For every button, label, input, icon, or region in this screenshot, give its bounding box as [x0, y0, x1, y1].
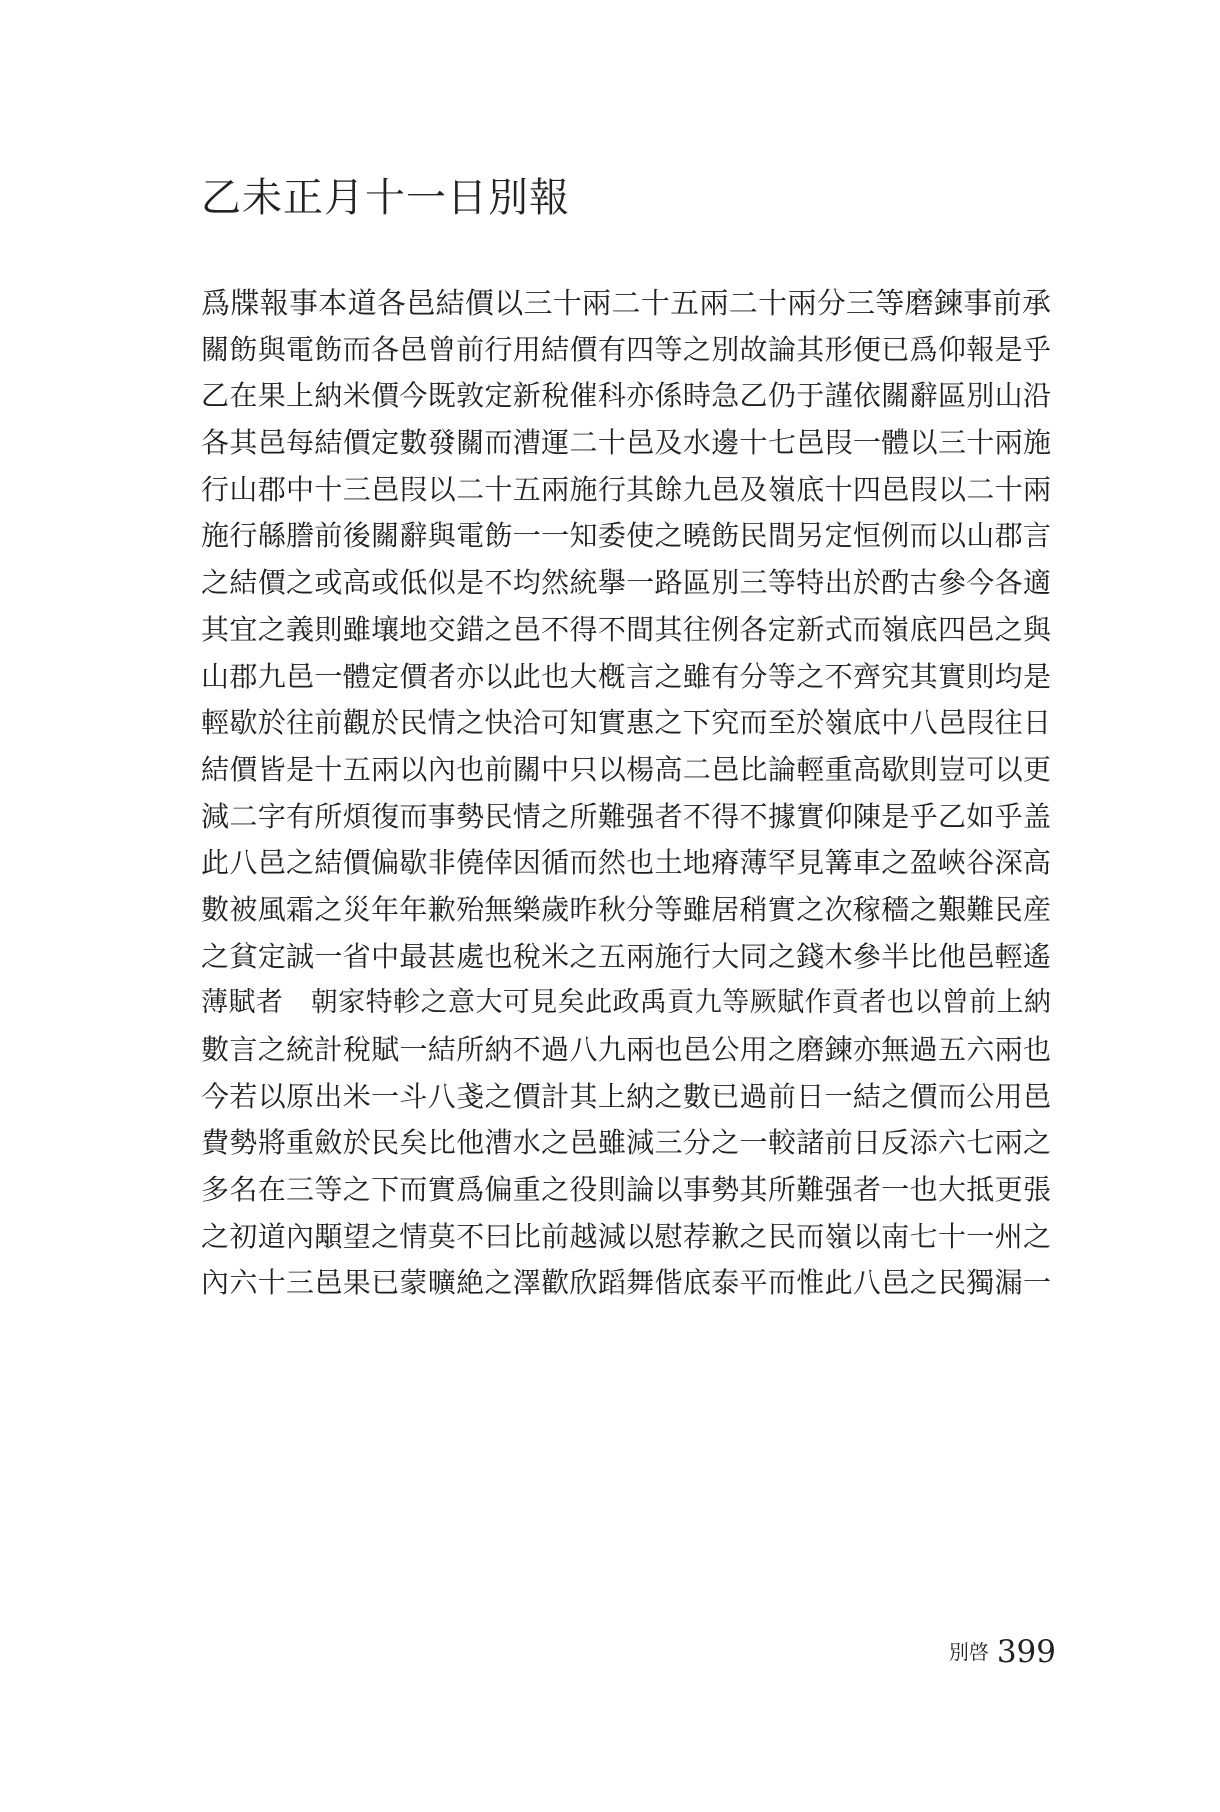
text-line: 之初道內顒望之情莫不曰比前越減以慰荐歉之民而嶺以南七十一州之 — [201, 1219, 1051, 1253]
text-line: 之結價之或高或低似是不均然統擧一路區別三等特出於酌古參今各適 — [201, 566, 1051, 600]
text-line: 數被風霜之災年年歉殆無樂歲昨秋分等雖居稍實之次稼穡之艱難民産 — [201, 892, 1051, 926]
text-line: 行山郡中十三邑叚以二十五兩施行其餘九邑及嶺底十四邑叚以二十兩 — [201, 472, 1051, 506]
page-number: 399 — [996, 1634, 1056, 1670]
text-line: 關飭與電飭而各邑曾前行用結價有四等之別故論其形便已爲仰報是乎 — [201, 332, 1051, 366]
text-line: 內六十三邑果已蒙曠絶之澤歡欣蹈舞偕底泰平而惟此八邑之民獨漏一 — [201, 1266, 1051, 1300]
text-line: 各其邑每結價定數發關而漕運二十邑及水邊十七邑叚一體以三十兩施 — [201, 426, 1051, 460]
text-line: 薄賦者 朝家特軫之意大可見矣此政禹貢九等厥賦作貢者也以曾前上納 — [201, 987, 1051, 1019]
text-line: 山郡九邑一體定價者亦以此也大槪言之雖有分等之不齊究其實則均是 — [201, 659, 1051, 693]
text-line: 費勢將重斂於民矣比他漕水之邑雖減三分之一較諸前日反添六七兩之 — [201, 1126, 1051, 1160]
text-line: 減二字有所煩復而事勢民情之所難强者不得不據實仰陳是乎乙如乎盖 — [201, 799, 1051, 833]
running-footer-label: 別啓 — [948, 1640, 989, 1664]
page-footer — [949, 1630, 1056, 1674]
text-line: 其宜之義則雖壤地交錯之邑不得不間其往例各定新式而嶺底四邑之與 — [201, 612, 1051, 646]
text-line: 之貧定誠一省中最甚處也稅米之五兩施行大同之錢木參半比他邑輕遙 — [201, 939, 1051, 973]
text-line: 乙在果上納米價今既敦定新稅催科亦係時急乙仍于謹依關辭區別山沿 — [201, 379, 1051, 413]
page-title: 乙未正月十一日別報 — [201, 175, 570, 221]
body-text — [201, 280, 1051, 1307]
text-line: 爲牒報事本道各邑結價以三十兩二十五兩二十兩分三等磨鍊事前承 — [201, 286, 1051, 320]
text-line: 數言之統計稅賦一結所納不過八九兩也邑公用之磨鍊亦無過五六兩也 — [201, 1033, 1051, 1066]
text-line: 施行緜謄前後關辭與電飭一一知委使之曉飭民間另定恒例而以山郡言 — [201, 519, 1051, 553]
text-line: 此八邑之結價偏歇非僥倖因循而然也土地瘠薄罕見篝車之盈峽谷深高 — [201, 846, 1051, 880]
text-line: 多名在三等之下而實爲偏重之役則論以事勢其所難强者一也大抵更張 — [201, 1173, 1051, 1207]
text-line: 結價皆是十五兩以內也前關中只以楊高二邑比論輕重高歇則豈可以更 — [201, 752, 1051, 786]
text-line: 今若以原出米一斗八戔之價計其上納之數已過前日一結之價而公用邑 — [201, 1079, 1051, 1113]
text-line: 輕歇於往前觀於民情之快洽可知實惠之下究而至於嶺底中八邑叚往日 — [201, 706, 1051, 740]
